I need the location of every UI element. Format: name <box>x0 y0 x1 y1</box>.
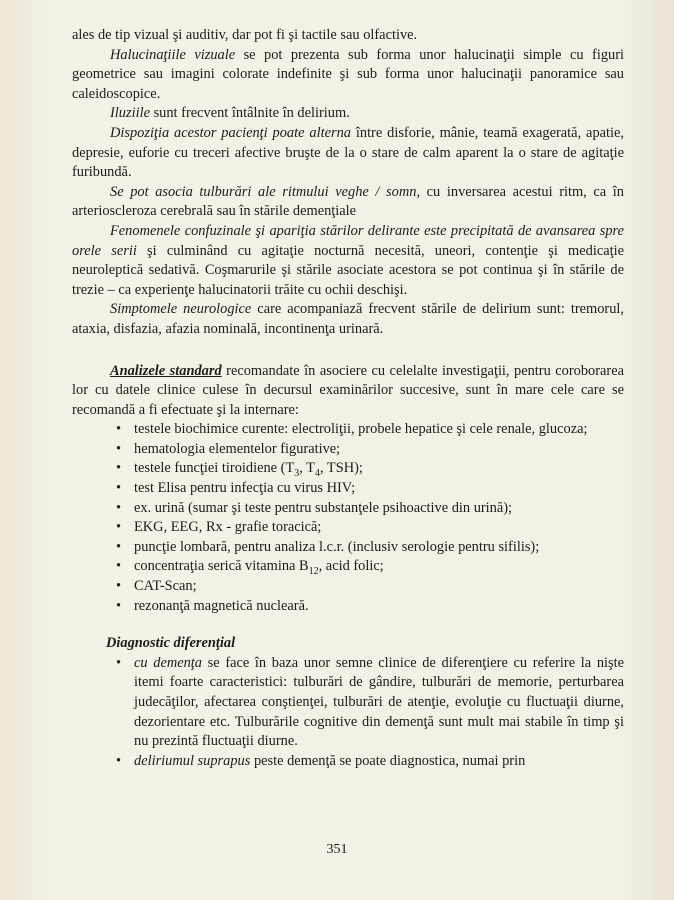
list-item: • puncţie lombară, pentru analiza l.c.r. (inclusiv serologie pentru sifilis); <box>72 538 624 558</box>
paragraph-text: recomandate în asociere cu celelalte investigaţii, pentru coroborarea lor cu datele clinice culese în decursul examinărilor succesive, sunt în mare cele care se recomandă a fi efectuate şi la internare: <box>72 362 624 418</box>
list-item-text: , T <box>299 460 315 477</box>
paragraph-text: sunt frecvent întâlnite în delirium. <box>149 105 350 122</box>
paragraph-confusion <box>72 222 624 300</box>
paragraph-text: între disforie, mânie, teamă exagerată, apatie, depresie, euforie cu treceri afective bruşte de la o stare de calm aparent la o stare de agitaţie furibundă. <box>72 124 625 181</box>
list-item-text: peste demenţă se poate diagnostica, numai prin <box>250 752 526 769</box>
spacer <box>72 616 624 634</box>
term-illusions: Iluziile <box>110 105 150 122</box>
term-dementia: cu demenţa <box>134 654 202 671</box>
paragraph-continuation: ales de tip vizual şi auditiv, dar pot fi şi tactile sau olfactive. <box>72 27 418 43</box>
list-item: • testele biochimice curente: electroliţii, probele hepatice şi cele renale, glucoza; <box>72 420 624 440</box>
subscript: 4 <box>314 468 320 480</box>
list-item: • CAT-Scan; <box>72 577 624 597</box>
page-number: 351 <box>326 842 348 857</box>
list-item-text: , acid folic; <box>318 558 384 575</box>
term-neurological: Simptomele neurologice <box>110 301 252 318</box>
term-sleep-wake: Se pot asocia tulburări ale ritmului veghe / somn <box>110 183 417 200</box>
term-standard-analyses: Analizele standard <box>110 362 222 379</box>
differential-list <box>72 654 624 772</box>
paragraph-sleep-wake <box>72 183 624 222</box>
page-body <box>72 26 624 771</box>
paragraph-visual-hallucinations <box>72 46 624 105</box>
paragraph-standard-analyses <box>72 362 624 421</box>
term-superimposed-delirium: deliriumul suprapus <box>134 752 251 769</box>
list-item: • ex. urină (sumar şi teste pentru substanţele psihoactive din urină); <box>72 499 624 519</box>
paragraph-text: care acompaniază frecvent stările de delirium sunt: tremorul, ataxia, disfazia, afazia nominală, incontinenţa urinară. <box>72 301 624 337</box>
paragraph-mood <box>72 124 624 183</box>
list-item-text: testele funcţiei tiroidiene (T <box>134 460 295 477</box>
section-heading: Diagnostic diferenţial <box>106 635 236 652</box>
spacer <box>72 340 624 362</box>
paragraph-text: şi culminând cu agitaţie nocturnă necesită, uneori, contenţie şi medicaţie neuroleptică sedativă. Coşmarurile şi stările asociate acestora se pot continua şi în stările de trezie – ca experienţe halucinatorii trăite cu ochii deschişi. <box>72 242 624 298</box>
list-item: • rezonanţă magnetică nucleară. <box>72 597 624 617</box>
paragraph-text: , cu inversarea acestui ritm, ca în arterioscleroza cerebrală sau în stările demenţiale <box>72 183 625 220</box>
list-item-text: , TSH); <box>319 460 363 477</box>
list-item-text: se face în baza unor semne clinice de diferenţiere cu referire la nişte itemi foarte caracteristici: tulburări de gândire, tulburări de memorie, perturbarea judecăţilor, afectarea conştienţei, tulburări de atenţie, evoluţie cu fluctuaţii diurne, dezorientare etc. Tulburările cognitive din demenţă sunt mult mai stabile în timp şi nu prezintă fluctuaţii diurne. <box>134 654 624 750</box>
list-item-text: concentraţia serică vitamina B <box>134 558 309 575</box>
paragraph-text: se pot prezenta sub forma unor halucinaţii simple cu figuri geometrice sau imagini colorate indefinite şi sub forma unor halucinaţii panoramice sau caleidoscopice. <box>72 46 624 102</box>
list-item: • test Elisa pentru infecţia cu virus HIV; <box>72 479 624 499</box>
list-item: • hematologia elementelor figurative; <box>72 440 624 460</box>
list-item: • EKG, EEG, Rx - grafie toracică; <box>72 518 624 538</box>
list-item <box>72 557 624 577</box>
subscript: 3 <box>294 468 300 480</box>
term-confusion: Fenomenele confuzinale şi apariţia stărilor delirante este precipitată de avansarea spre orele serii <box>72 222 624 259</box>
list-item <box>72 654 624 752</box>
paragraph-illusions <box>72 104 624 124</box>
list-item <box>72 752 624 772</box>
subscript: 12 <box>308 566 319 578</box>
paragraph-neurological <box>72 300 624 339</box>
term-visual-hallucinations: Halucinaţiile vizuale <box>110 46 236 63</box>
list-item <box>72 459 624 479</box>
term-mood: Dispoziţia acestor pacienţi poate alterna <box>110 124 351 141</box>
lab-tests-list <box>72 420 624 616</box>
